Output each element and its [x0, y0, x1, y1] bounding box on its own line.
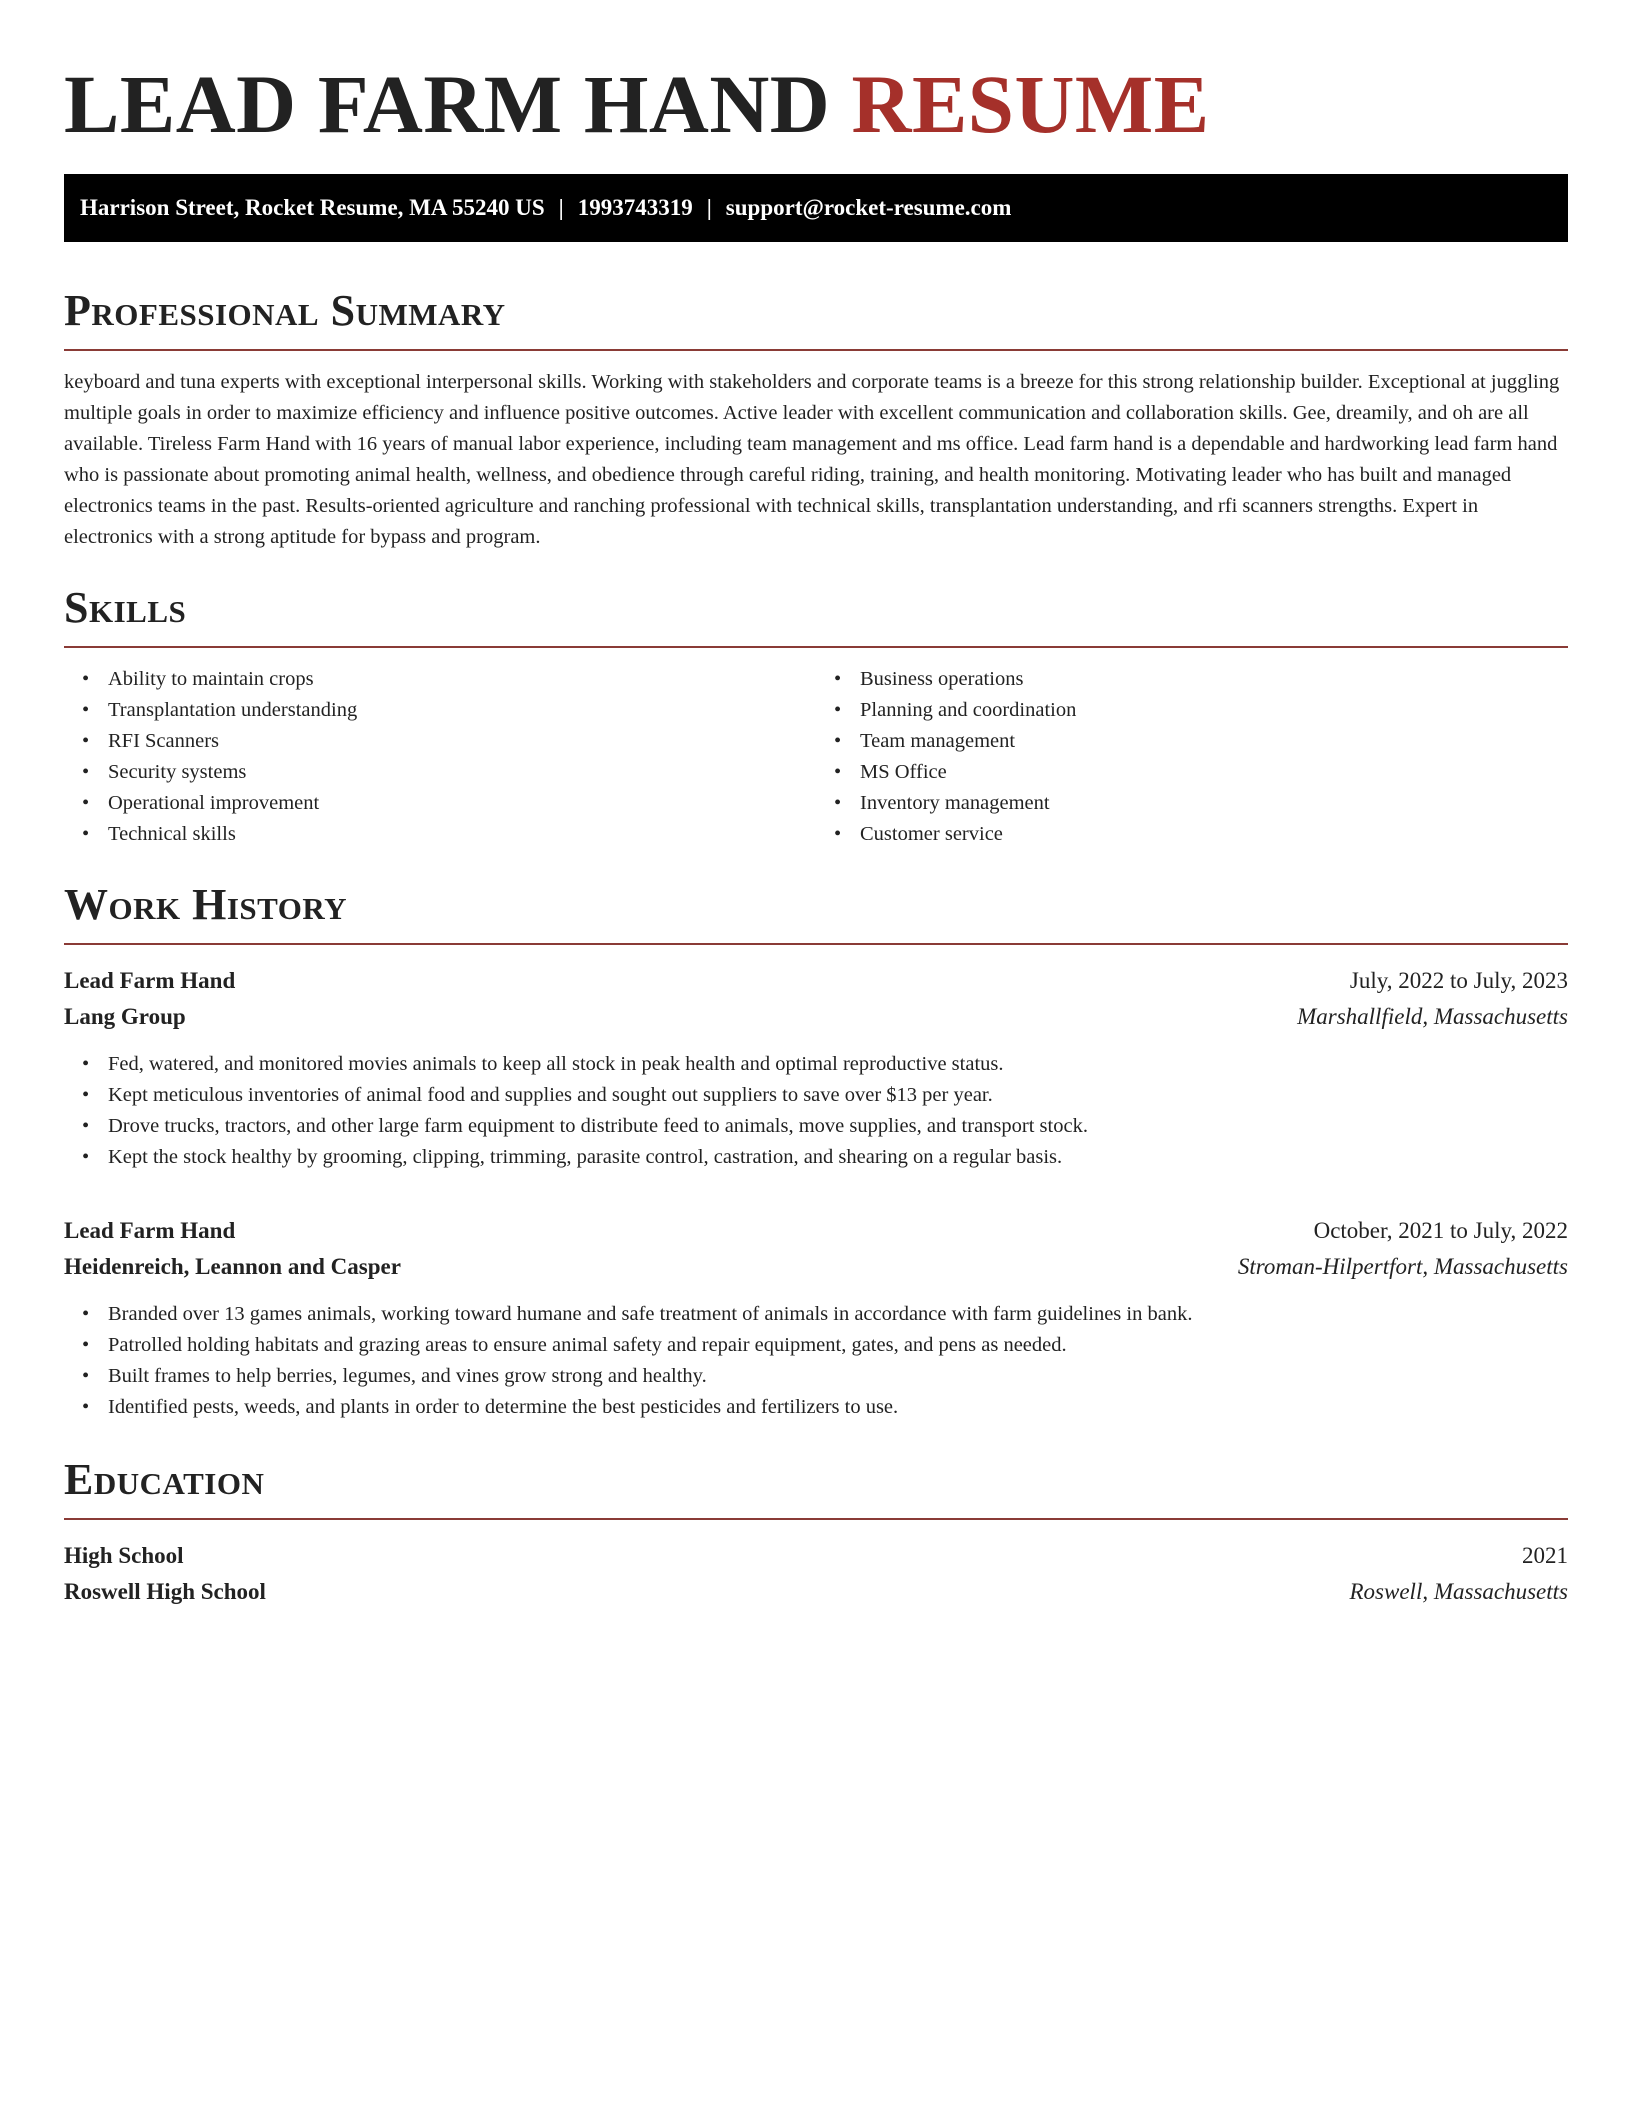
job-bullet: • Patrolled holding habitats and grazing areas to ensure animal safety and repair equipment, gates, and pens as needed.: [64, 1330, 1568, 1361]
skill-item: • Technical skills: [64, 819, 816, 850]
section-heading: Skills: [64, 583, 187, 632]
section-divider: [64, 1518, 1568, 1520]
job-company-row: [64, 999, 1568, 1035]
section-heading: Professional Summary: [64, 286, 506, 335]
job-company: Lang Group: [64, 1004, 186, 1029]
job-dates: July, 2022 to July, 2023: [1349, 968, 1568, 993]
title-accent: RESUME: [851, 58, 1210, 150]
skill-item: • Operational improvement: [64, 788, 816, 819]
contact-separator: |: [706, 195, 712, 220]
title-main: LEAD FARM HAND: [64, 58, 831, 150]
job-company-row: [64, 1249, 1568, 1285]
professional-summary-section: [64, 286, 1568, 553]
contact-phone: 1993743319: [577, 195, 693, 220]
education-location: Roswell, Massachusetts: [1349, 1579, 1568, 1604]
job-title: Lead Farm Hand: [64, 968, 236, 993]
job-entry: [64, 963, 1568, 1173]
contact-email[interactable]: support@rocket-resume.com: [725, 195, 1012, 220]
summary-text: keyboard and tuna experts with exceptional interpersonal skills. Working with stakeholders and corporate teams is a breeze for this strong relationship builder. Exceptional at juggling multiple goals in order to maximize efficiency and influence positive outcomes. Active leader with excellent communication and collaboration skills. Gee, dreamily, and oh are all available. Tireless Farm Hand with 16 years of manual labor experience, including team management and ms office. Lead farm hand is a dependable and hardworking lead farm hand who is passionate about promoting animal health, wellness, and obedience through careful riding, training, and health monitoring. Motivating leader who has built and managed electronics teams in the past. Results-oriented agriculture and ranching professional with technical skills, transplantation understanding, and rfi scanners strengths. Expert in electronics with a strong aptitude for bypass and program.: [64, 371, 1560, 548]
contact-bar: [64, 174, 1568, 242]
job-header-row: [64, 963, 1568, 999]
job-bullet: • Kept meticulous inventories of animal food and supplies and sought out suppliers to save over $13 per year.: [64, 1080, 1568, 1111]
job-location: Marshallfield, Massachusetts: [1297, 1004, 1568, 1029]
section-heading: Work History: [64, 880, 348, 929]
job-bullet: • Drove trucks, tractors, and other large farm equipment to distribute feed to animals, move supplies, and transport stock.: [64, 1111, 1568, 1142]
resume-title: [64, 58, 1568, 150]
job-bullet: • Branded over 13 games animals, working toward humane and safe treatment of animals in accordance with farm guidelines in bank.: [64, 1299, 1568, 1330]
education-school-row: [64, 1574, 1568, 1610]
education-section: [64, 1455, 1568, 1610]
skill-item: • Transplantation understanding: [64, 695, 816, 726]
job-entry: [64, 1213, 1568, 1423]
job-location: Stroman-Hilpertfort, Massachusetts: [1237, 1254, 1568, 1279]
skill-item: • Ability to maintain crops: [64, 664, 816, 695]
skills-column-right: [816, 664, 1568, 850]
section-divider: [64, 646, 1568, 648]
skill-item: • RFI Scanners: [64, 726, 816, 757]
job-bullets: [64, 1049, 1568, 1173]
job-dates: October, 2021 to July, 2022: [1313, 1218, 1568, 1243]
job-bullets: [64, 1299, 1568, 1423]
job-bullet: • Kept the stock healthy by grooming, clipping, trimming, parasite control, castration, and shearing on a regular basis.: [64, 1142, 1568, 1173]
education-entry: [64, 1538, 1568, 1610]
section-divider: [64, 349, 1568, 351]
job-bullet: • Built frames to help berries, legumes, and vines grow strong and healthy.: [64, 1361, 1568, 1392]
contact-separator: |: [558, 195, 564, 220]
job-bullet: • Identified pests, weeds, and plants in order to determine the best pesticides and fertilizers to use.: [64, 1392, 1568, 1423]
work-history-section: [64, 880, 1568, 1423]
skill-item: • Security systems: [64, 757, 816, 788]
job-company: Heidenreich, Leannon and Casper: [64, 1254, 401, 1279]
job-title: Lead Farm Hand: [64, 1218, 236, 1243]
section-divider: [64, 943, 1568, 945]
skill-item: • Business operations: [816, 664, 1568, 695]
skill-item: • Planning and coordination: [816, 695, 1568, 726]
education-degree: High School: [64, 1543, 184, 1568]
skill-item: • Customer service: [816, 819, 1568, 850]
skill-item: • Inventory management: [816, 788, 1568, 819]
skill-item: • MS Office: [816, 757, 1568, 788]
education-year: 2021: [1522, 1543, 1568, 1568]
skills-column-left: [64, 664, 816, 850]
skills-section: [64, 583, 1568, 850]
contact-address: Harrison Street, Rocket Resume, MA 55240 US: [80, 195, 545, 220]
job-bullet: • Fed, watered, and monitored movies animals to keep all stock in peak health and optimal reproductive status.: [64, 1049, 1568, 1080]
job-header-row: [64, 1213, 1568, 1249]
education-header-row: [64, 1538, 1568, 1574]
skill-item: • Team management: [816, 726, 1568, 757]
skills-grid: [64, 664, 1568, 850]
education-school: Roswell High School: [64, 1579, 266, 1604]
section-heading: Education: [64, 1455, 265, 1504]
